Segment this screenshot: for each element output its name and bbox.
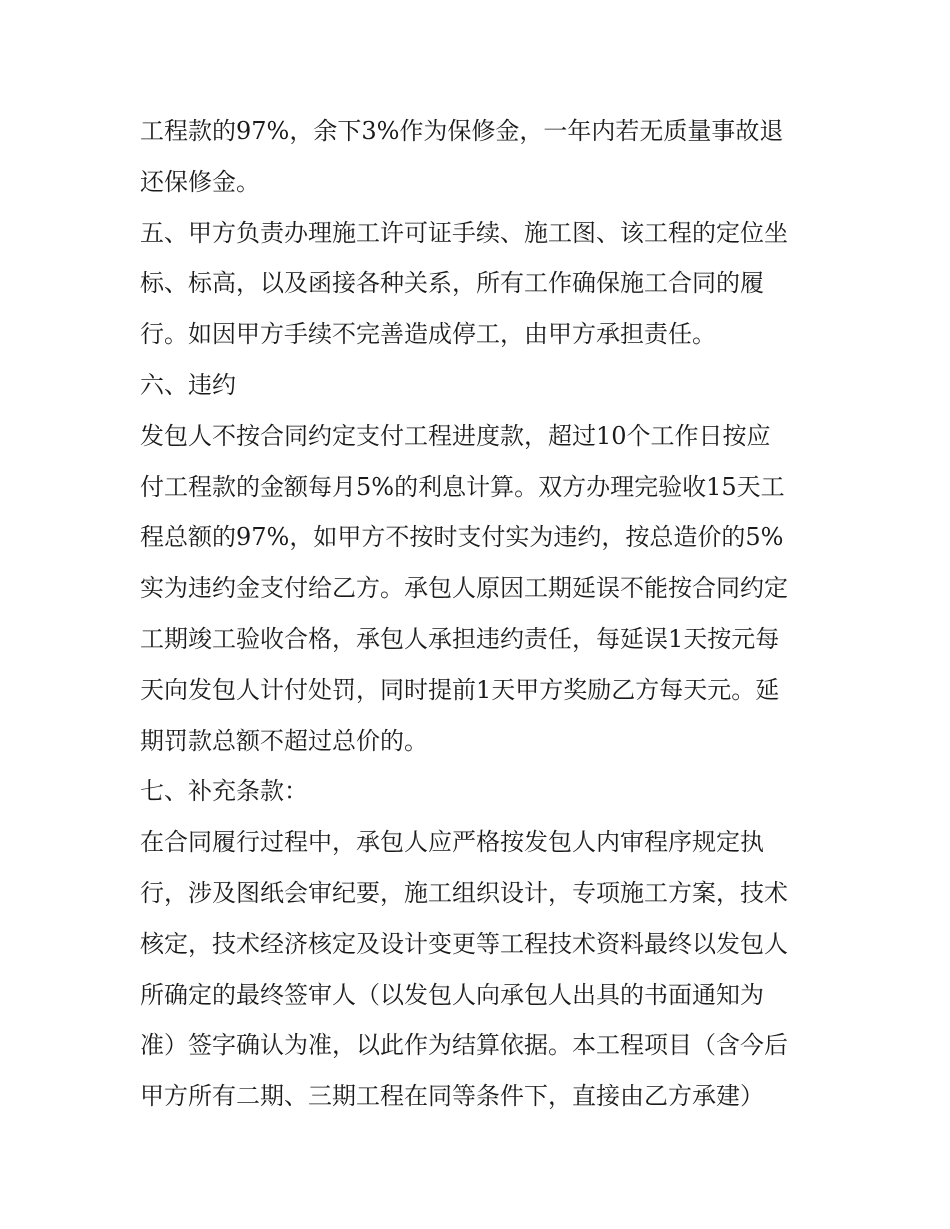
text-line: 实为违约金支付给乙方。承包人原因工期延误不能按合同约定 — [140, 574, 788, 603]
section-heading: 七、补充条款： — [140, 777, 308, 806]
text-line: 在合同履行过程中，承包人应严格按发包人内审程序规定执 — [140, 828, 764, 857]
text-line: 发包人不按合同约定支付工程进度款，超过10个工作日按应 — [140, 421, 771, 450]
text-line: 核定，技术经济核定及设计变更等工程技术资料最终以发包人 — [140, 929, 788, 958]
text-line: 期罚款总额不超过总价的。 — [140, 726, 428, 755]
text-line: 五、甲方负责办理施工许可证手续、施工图、该工程的定位坐 — [140, 218, 788, 247]
text-line: 还保修金。 — [140, 167, 260, 196]
text-line: 所确定的最终签审人（以发包人向承包人出具的书面通知为 — [140, 980, 764, 1009]
text-line: 程总额的97%，如甲方不按时支付实为违约，按总造价的5% — [140, 523, 784, 552]
text-line: 行，涉及图纸会审纪要，施工组织设计，专项施工方案，技术 — [140, 878, 788, 907]
text-line: 甲方所有二期、三期工程在同等条件下，直接由乙方承建） — [140, 1082, 764, 1111]
text-line: 工程款的97%，余下3%作为保修金，一年内若无质量事故退 — [140, 117, 784, 145]
text-line: 行。如因甲方手续不完善造成停工，由甲方承担责任。 — [140, 320, 716, 349]
text-line: 标、标高，以及函接各种关系，所有工作确保施工合同的履 — [140, 269, 764, 298]
text-line: 天向发包人计付处罚，同时提前1天甲方奖励乙方每天元。延 — [140, 675, 780, 704]
text-line: 工期竣工验收合格，承包人承担违约责任，每延误1天按元每 — [140, 624, 780, 653]
text-line: 准）签字确认为准，以此作为结算依据。本工程项目（含今后 — [140, 1031, 788, 1060]
text-line: 付工程款的金额每月5%的利息计算。双方办理完验收15天工 — [140, 472, 785, 501]
contract-text — [140, 106, 820, 1122]
section-heading: 六、违约 — [140, 370, 236, 399]
